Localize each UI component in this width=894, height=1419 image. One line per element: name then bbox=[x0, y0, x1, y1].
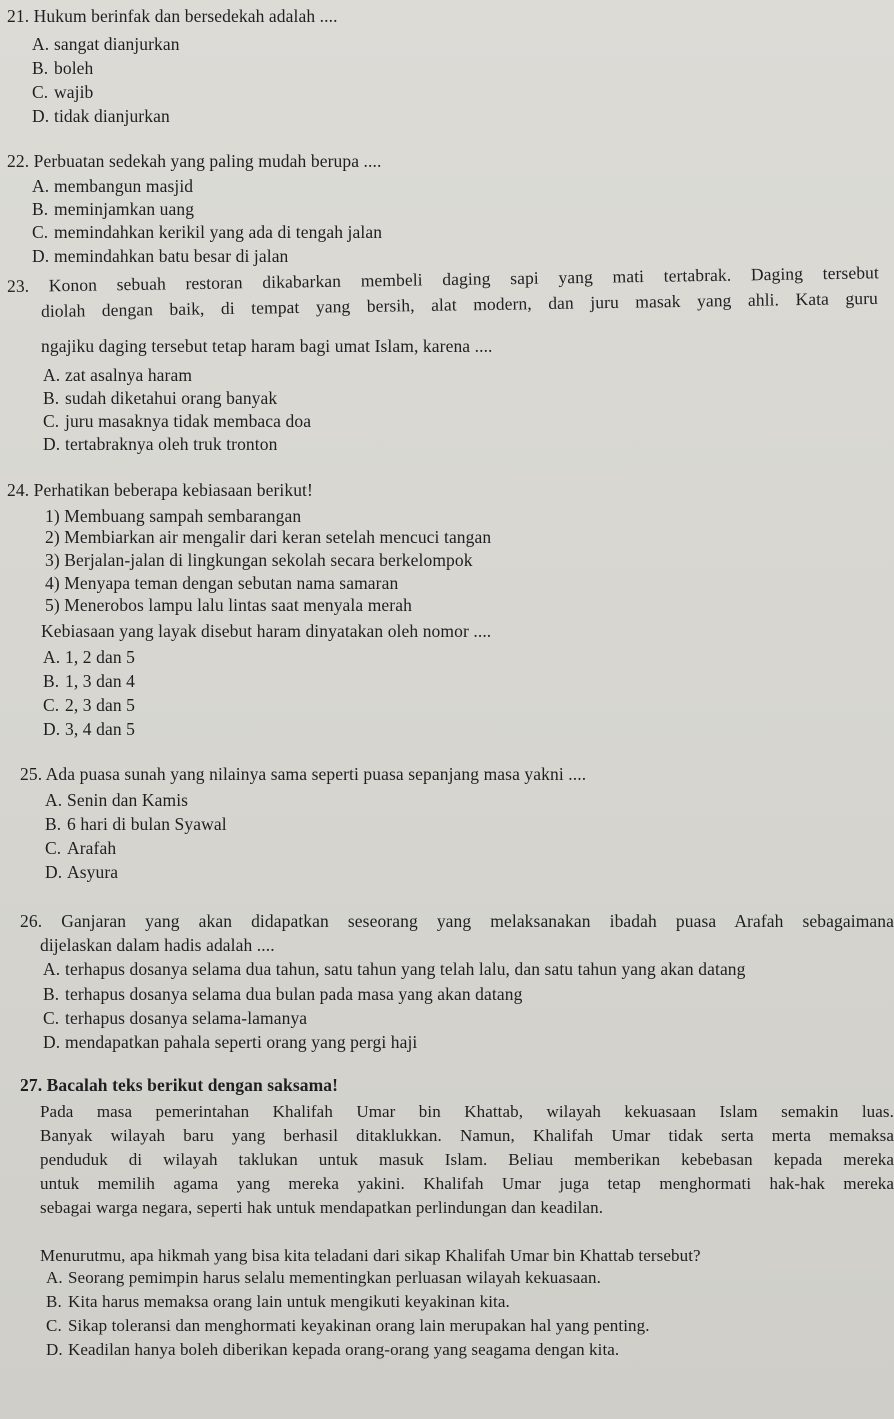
question-stem-line: ngajiku daging tersebut tetap haram bagi umat Islam, karena .... bbox=[41, 336, 493, 356]
option-letter: A. bbox=[43, 647, 61, 667]
option-text: zat asalnya haram bbox=[65, 365, 193, 385]
question-prompt: Menurutmu, apa hikmah yang bisa kita teladani dari sikap Khalifah Umar bin Khattab tersebut? bbox=[40, 1246, 701, 1265]
option-letter: D. bbox=[46, 1340, 63, 1359]
option-text: Asyura bbox=[67, 862, 119, 882]
option-letter: D. bbox=[32, 106, 50, 126]
option-c[interactable] bbox=[46, 1315, 650, 1337]
option-b[interactable] bbox=[46, 1291, 510, 1313]
option-text: Senin dan Kamis bbox=[67, 790, 189, 810]
question-stem: 22. Perbuatan sedekah yang paling mudah berupa .... bbox=[7, 151, 382, 171]
option-c[interactable] bbox=[32, 221, 382, 243]
option-letter: A. bbox=[45, 790, 63, 810]
option-text: Kita harus memaksa orang lain untuk mengikuti keyakinan kita. bbox=[68, 1292, 510, 1311]
option-a[interactable] bbox=[43, 646, 135, 668]
option-a[interactable] bbox=[32, 175, 193, 197]
option-letter: B. bbox=[43, 671, 60, 691]
option-text: sudah diketahui orang banyak bbox=[65, 388, 278, 408]
option-letter: C. bbox=[43, 1008, 60, 1028]
option-text: 1, 2 dan 5 bbox=[65, 647, 136, 667]
passage-line: Pada masa pemerintahan Khalifah Umar bin Khattab, wilayah kekuasaan Islam semakin luas. bbox=[40, 1102, 894, 1121]
option-d[interactable] bbox=[43, 1031, 417, 1053]
option-letter: A. bbox=[32, 34, 50, 54]
option-a[interactable] bbox=[46, 1267, 601, 1289]
option-c[interactable] bbox=[45, 837, 116, 859]
option-b[interactable] bbox=[43, 983, 522, 1005]
option-text: juru masaknya tidak membaca doa bbox=[65, 411, 312, 431]
option-letter: A. bbox=[43, 959, 61, 979]
option-c[interactable] bbox=[32, 81, 93, 103]
list-item: 2) Membiarkan air mengalir dari keran setelah mencuci tangan bbox=[45, 527, 492, 547]
option-letter: B. bbox=[43, 984, 60, 1004]
list-item: 5) Menerobos lampu lalu lintas saat menyala merah bbox=[45, 595, 412, 615]
option-letter: A. bbox=[43, 365, 61, 385]
question-stem: 21. Hukum berinfak dan bersedekah adalah .... bbox=[7, 6, 338, 26]
option-b[interactable] bbox=[43, 387, 277, 409]
option-text: sangat dianjurkan bbox=[54, 34, 180, 54]
option-d[interactable] bbox=[32, 245, 288, 267]
option-letter: C. bbox=[32, 82, 49, 102]
option-text: tidak dianjurkan bbox=[54, 106, 170, 126]
option-a[interactable] bbox=[43, 958, 746, 980]
option-letter: A. bbox=[32, 176, 50, 196]
option-text: membangun masjid bbox=[54, 176, 194, 196]
option-text: 1, 3 dan 4 bbox=[65, 671, 136, 691]
option-c[interactable] bbox=[43, 1007, 307, 1029]
list-item: 1) Membuang sampah sembarangan bbox=[45, 506, 302, 526]
passage-line: Banyak wilayah baru yang berhasil ditaklukkan. Namun, Khalifah Umar tidak serta merta memaksa bbox=[40, 1126, 894, 1145]
option-text: tertabraknya oleh truk tronton bbox=[65, 434, 278, 454]
option-letter: C. bbox=[43, 411, 60, 431]
option-letter: A. bbox=[46, 1268, 63, 1287]
option-letter: C. bbox=[32, 222, 49, 242]
question-stem-line: diolah dengan baik, di tempat yang bersih, alat modern, dan juru masak yang ahli. Kata guru bbox=[40, 287, 879, 321]
option-text: Arafah bbox=[67, 838, 117, 858]
option-d[interactable] bbox=[45, 861, 118, 883]
passage-line: penduduk di wilayah taklukan untuk masuk Islam. Beliau memberikan kebebasan kepada mereka bbox=[40, 1150, 894, 1169]
option-letter: D. bbox=[43, 434, 61, 454]
question-stem-line: dijelaskan dalam hadis adalah .... bbox=[40, 935, 275, 955]
option-letter: D. bbox=[43, 1032, 61, 1052]
question-stem: 25. Ada puasa sunah yang nilainya sama seperti puasa sepanjang masa yakni .... bbox=[20, 764, 587, 784]
option-text: terhapus dosanya selama dua bulan pada masa yang akan datang bbox=[65, 984, 523, 1004]
option-letter: D. bbox=[32, 246, 50, 266]
option-text: Keadilan hanya boleh diberikan kepada orang-orang yang seagama dengan kita. bbox=[68, 1340, 620, 1359]
list-item: 4) Menyapa teman dengan sebutan nama samaran bbox=[45, 573, 399, 593]
option-text: wajib bbox=[54, 82, 94, 102]
option-text: boleh bbox=[54, 58, 94, 78]
option-d[interactable] bbox=[43, 433, 277, 455]
option-letter: B. bbox=[32, 58, 49, 78]
option-d[interactable] bbox=[32, 105, 170, 127]
option-c[interactable] bbox=[43, 694, 135, 716]
option-b[interactable] bbox=[32, 57, 93, 79]
option-text: 2, 3 dan 5 bbox=[65, 695, 136, 715]
option-letter: D. bbox=[45, 862, 63, 882]
option-text: 6 hari di bulan Syawal bbox=[67, 814, 227, 834]
option-text: meminjamkan uang bbox=[54, 199, 195, 219]
list-item: 3) Berjalan-jalan di lingkungan sekolah secara berkelompok bbox=[45, 550, 473, 570]
option-text: Sikap toleransi dan menghormati keyakinan orang lain merupakan hal yang penting. bbox=[68, 1316, 650, 1335]
option-text: 3, 4 dan 5 bbox=[65, 719, 136, 739]
option-letter: D. bbox=[43, 719, 61, 739]
question-stem-line: 26. Ganjaran yang akan didapatkan seseorang yang melaksanakan ibadah puasa Arafah sebagaimana bbox=[20, 911, 894, 931]
option-text: terhapus dosanya selama dua tahun, satu tahun yang telah lalu, dan satu tahun yang akan datang bbox=[65, 959, 746, 979]
option-c[interactable] bbox=[43, 410, 311, 432]
option-letter: B. bbox=[32, 199, 49, 219]
question-stem-line: 23. Konon sebuah restoran dikabarkan membeli daging sapi yang mati tertabrak. Daging tersebut bbox=[6, 262, 880, 296]
option-text: memindahkan batu besar di jalan bbox=[54, 246, 289, 266]
option-text: mendapatkan pahala seperti orang yang pergi haji bbox=[65, 1032, 418, 1052]
question-prompt: Kebiasaan yang layak disebut haram dinyatakan oleh nomor .... bbox=[41, 621, 492, 641]
option-letter: B. bbox=[45, 814, 62, 834]
option-a[interactable] bbox=[32, 33, 180, 55]
option-letter: B. bbox=[46, 1292, 62, 1311]
option-letter: B. bbox=[43, 388, 60, 408]
question-stem: 24. Perhatikan beberapa kebiasaan berikut! bbox=[7, 480, 313, 500]
option-a[interactable] bbox=[45, 789, 188, 811]
option-d[interactable] bbox=[46, 1339, 619, 1361]
option-b[interactable] bbox=[43, 670, 135, 692]
option-d[interactable] bbox=[43, 718, 135, 740]
option-letter: C. bbox=[45, 838, 62, 858]
passage-line: sebagai warga negara, seperti hak untuk mendapatkan perlindungan dan keadilan. bbox=[40, 1198, 604, 1217]
option-b[interactable] bbox=[32, 198, 194, 220]
option-b[interactable] bbox=[45, 813, 227, 835]
option-a[interactable] bbox=[43, 364, 192, 386]
question-stem: 27. Bacalah teks berikut dengan saksama! bbox=[20, 1075, 339, 1095]
option-text: terhapus dosanya selama-lamanya bbox=[65, 1008, 308, 1028]
option-text: memindahkan kerikil yang ada di tengah jalan bbox=[54, 222, 383, 242]
option-letter: C. bbox=[43, 695, 60, 715]
option-text: Seorang pemimpin harus selalu mementingkan perluasan wilayah kekuasaan. bbox=[68, 1268, 601, 1287]
passage-line: untuk memilih agama yang mereka yakini. Khalifah Umar juga tetap menghormati hak-hak mereka bbox=[40, 1174, 894, 1193]
option-letter: C. bbox=[46, 1316, 62, 1335]
